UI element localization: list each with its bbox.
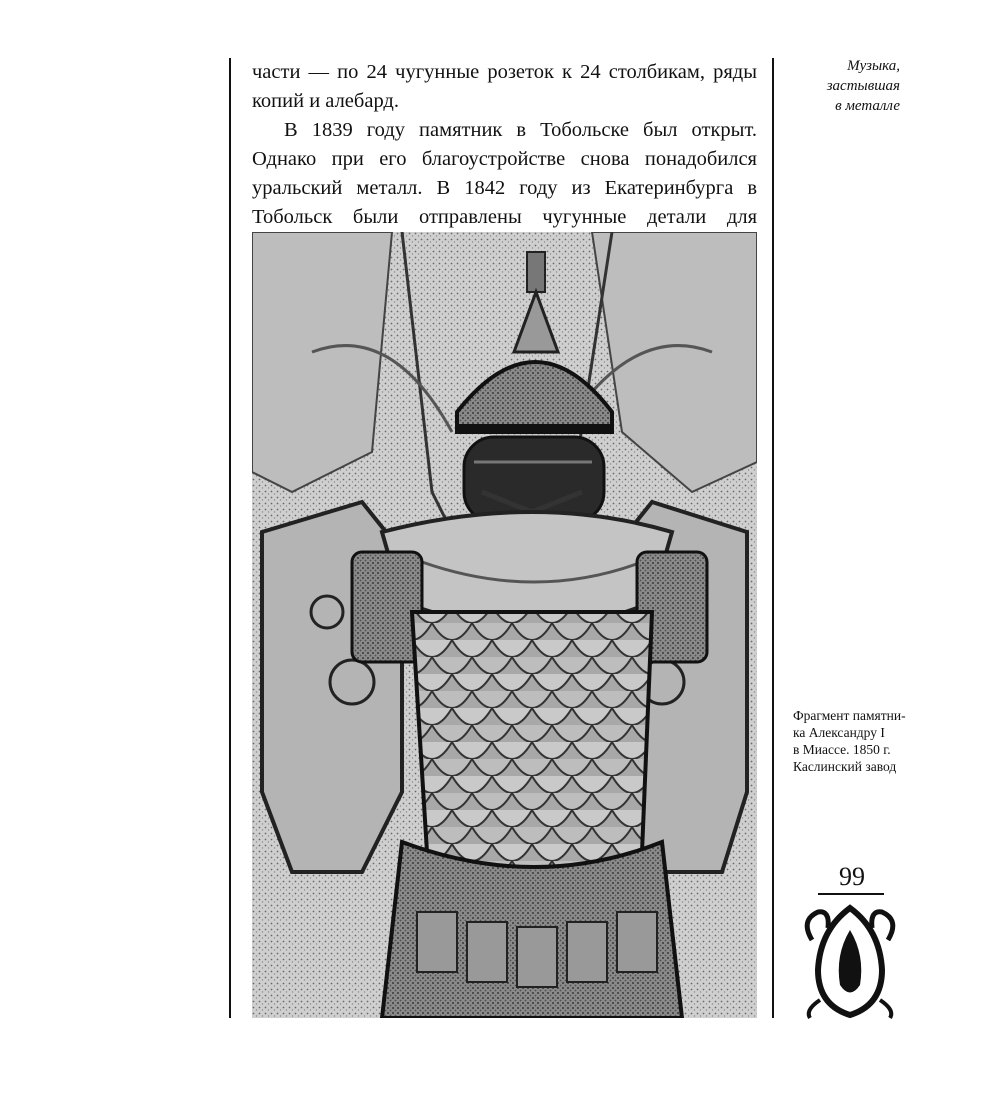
right-column-rule: [772, 58, 774, 1018]
caption-line-2: ка Александру I: [793, 725, 885, 740]
caption-line-1: Фрагмент памятни-: [793, 708, 906, 723]
main-text: [252, 58, 757, 261]
side-heading-line-1: Музыка,: [847, 58, 900, 74]
monument-fragment-illustration: [252, 232, 757, 1018]
side-heading-line-3: в металле: [835, 98, 900, 114]
page-number-underline: [818, 893, 884, 895]
caption-line-3: в Миассе. 1850 г.: [793, 742, 891, 757]
acanthus-ornament-icon: [800, 900, 900, 1020]
caption-line-4: Каслинский завод: [793, 759, 897, 774]
side-heading-line-2: застывшая: [826, 78, 900, 94]
page-number: 99: [839, 862, 865, 891]
side-heading: [790, 56, 900, 116]
left-column-rule: [229, 58, 231, 1018]
paragraph-1: части — по 24 чугунные розеток к 24 столбикам, ряды копий и алебард.: [252, 61, 757, 112]
figure-caption: [793, 707, 933, 775]
armor-relief-icon: [252, 232, 757, 1018]
paragraph-2: В 1839 году памятник в Тобольске был открыт. Однако при его благоустройстве снова понадобился уральский металл. В 1842 году из Екатеринбурга в Тобольск были отправлены чугунные детали для: [252, 119, 757, 228]
